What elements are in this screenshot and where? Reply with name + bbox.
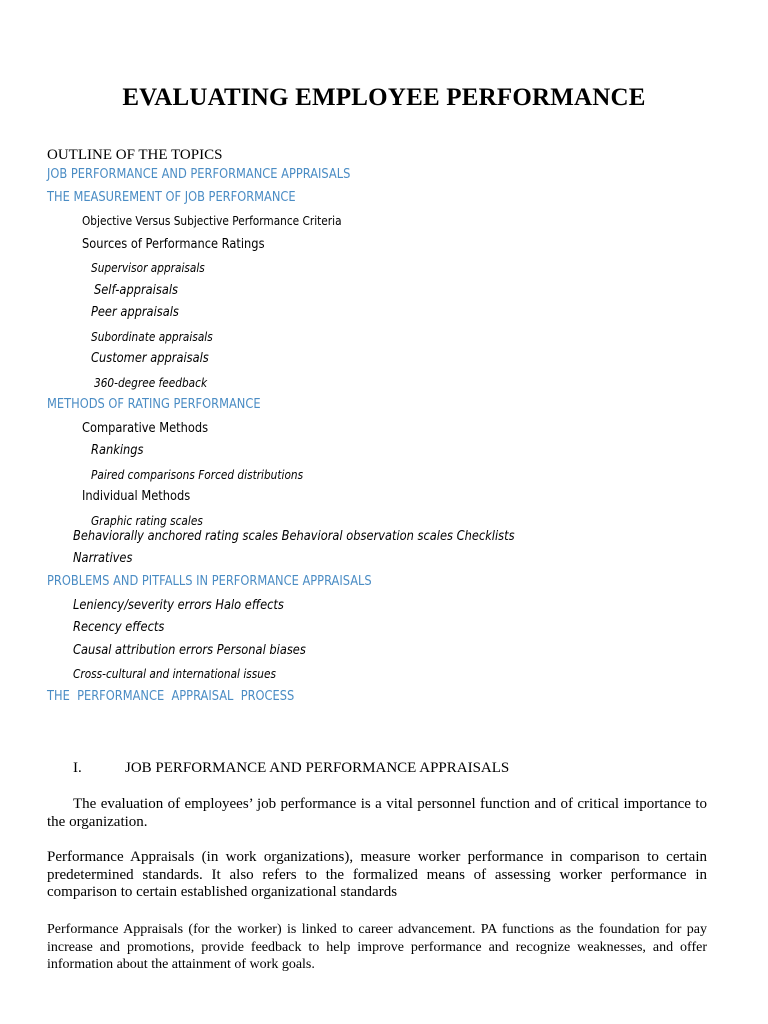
outline-item: Comparative Methods	[82, 421, 209, 436]
outline-subitem: Subordinate appraisals	[91, 330, 213, 344]
outline-subitem: Narratives	[73, 551, 133, 566]
outline-subitem: Causal attribution errors Personal biases	[73, 643, 306, 658]
outline-subitem: Leniency/severity errors Halo effects	[73, 598, 284, 613]
outline-subitem: Supervisor appraisals	[91, 261, 205, 275]
outline-subitem: Behaviorally anchored rating scales Behavioral observation scales Checklists	[73, 529, 515, 544]
outline-section-2: THE MEASUREMENT OF JOB PERFORMANCE	[47, 190, 296, 205]
outline-subitem: 360-degree feedback	[94, 376, 208, 390]
paragraph-2: Performance Appraisals (in work organizations), measure worker performance in comparison to certain predetermined standards. It also refers to the formalized means of assessing worker performance in comparison to certain established organizational standards	[47, 849, 707, 900]
outline-subitem: Cross-cultural and international issues	[73, 667, 276, 681]
outline-item: Individual Methods	[82, 489, 191, 504]
outline-item: Sources of Performance Ratings	[82, 237, 265, 252]
outline-subitem: Peer appraisals	[91, 305, 179, 320]
section-heading: JOB PERFORMANCE AND PERFORMANCE APPRAISALS	[125, 760, 510, 776]
outline-section-1: JOB PERFORMANCE AND PERFORMANCE APPRAISALS	[47, 167, 351, 182]
paragraph-3: Performance Appraisals (for the worker) is linked to career advancement. PA functions as the foundation for pay increase and promotions, provide feedback to help improve performance and recognize weaknesses, and offer information about the attainment of work goals.	[47, 922, 707, 972]
outline-subitem: Recency effects	[73, 620, 165, 635]
outline-subitem: Customer appraisals	[91, 351, 209, 366]
outline-section-5: THE PERFORMANCE APPRAISAL PROCESS	[47, 689, 295, 704]
outline-section-4: PROBLEMS AND PITFALLS IN PERFORMANCE APPRAISALS	[47, 574, 372, 589]
outline-heading: OUTLINE OF THE TOPICS	[47, 147, 223, 163]
outline-subitem: Graphic rating scales	[91, 514, 203, 528]
outline-subitem: Paired comparisons Forced distributions	[91, 468, 304, 482]
outline-section-3: METHODS OF RATING PERFORMANCE	[47, 397, 261, 412]
outline-subitem: Self-appraisals	[94, 283, 178, 298]
document-title: EVALUATING EMPLOYEE PERFORMANCE	[122, 84, 646, 111]
section-number: I.	[73, 760, 82, 776]
outline-item: Objective Versus Subjective Performance Criteria	[82, 214, 342, 228]
outline-subitem: Rankings	[91, 443, 144, 458]
paragraph-1: The evaluation of employees’ job performance is a vital personnel function and of critical importance to the organization.	[47, 796, 707, 830]
